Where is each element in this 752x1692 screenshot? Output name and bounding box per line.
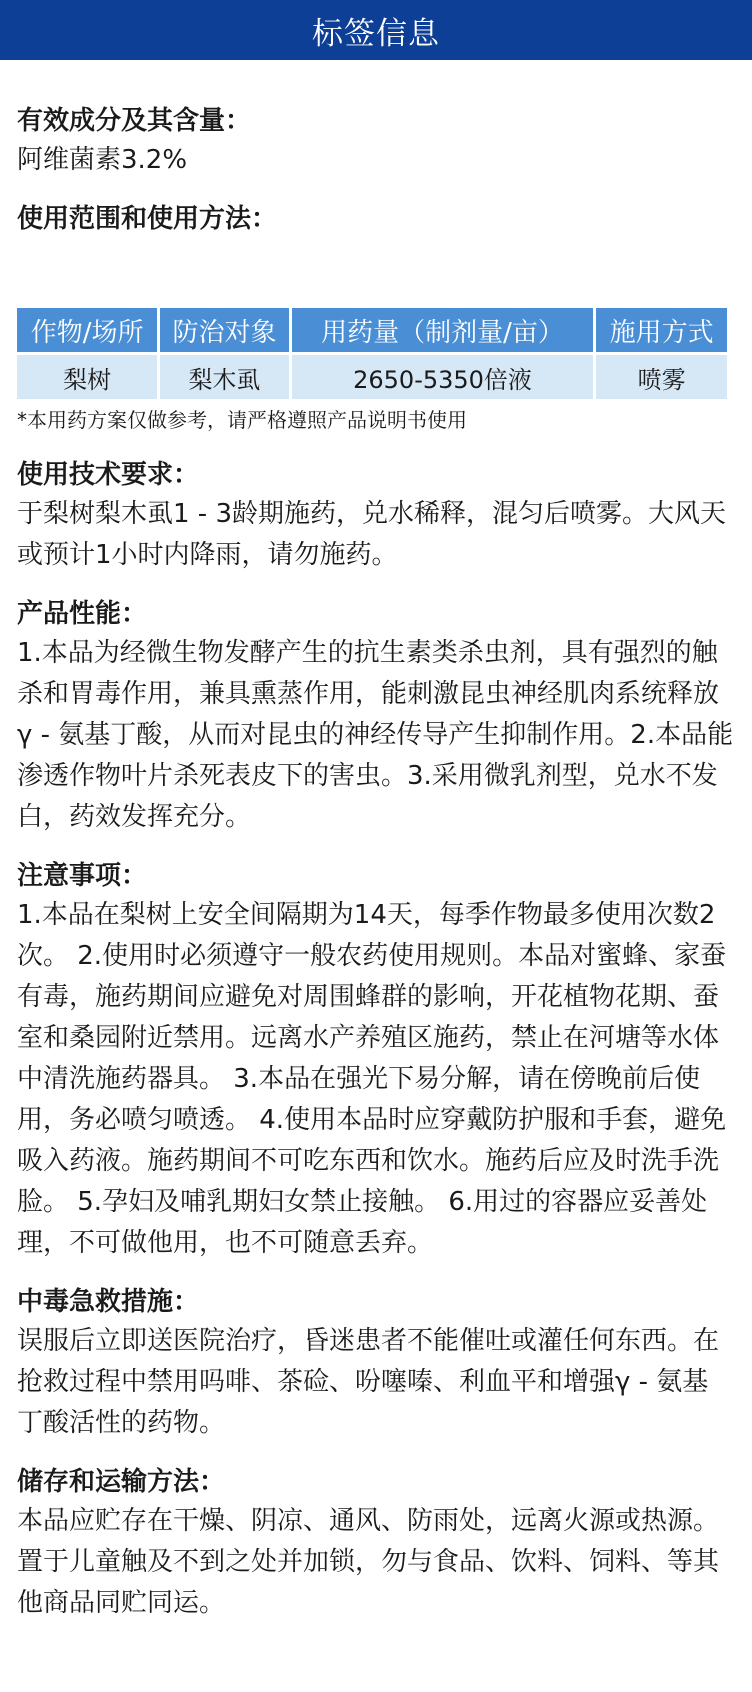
performance-text: 1.本品为经微生物发酵产生的抗生素类杀虫剂，具有强烈的触杀和胃毒作用，兼具熏蒸作用，能刺激昆虫神经肌肉系统释放γ - 氨基丁酸，从而对昆虫的神经传导产生抑制作用。2.本品能渗透作物叶片杀死表皮下的害虫。3.采用微乳剂型，兑水不发白，药效发挥充分。 [17, 638, 734, 832]
table-header-target: 防治对象 [160, 308, 289, 352]
scope-title: 使用范围和使用方法： [17, 204, 278, 234]
precautions-text: 1.本品在梨树上安全间隔期为14天，每季作物最多使用次数2次。 2.使用时必须遵守一般农药使用规则。本品对蜜蜂、家蚕有毒，施药期间应避免对周围蜂群的影响，开花植物花期、蚕室和桑园附近禁用。远离水产养殖区施药，禁止在河塘等水体中清洗施药器具。 3.本品在强光下易分解，请在傍晚前后使用，务必喷匀喷透。 4.使用本品时应穿戴防护服和手套，避免吸入药液。施药期间不可吃东西和饮水。施药后应及时洗手洗脸。 5.孕妇及哺乳期妇女禁止接触。 6.用过的容器应妥善处理，不可做他用，也不可随意丢弃。 [17, 900, 727, 1258]
first-aid-section [17, 1283, 734, 1444]
usage-table [14, 305, 730, 402]
storage-title: 储存和运输方法： [17, 1467, 226, 1497]
precautions-section [17, 857, 734, 1264]
table-header-method: 施用方式 [596, 308, 727, 352]
usage-table-wrap [17, 305, 734, 402]
table-header-crop: 作物/场所 [17, 308, 157, 352]
ingredient-section [17, 102, 734, 181]
table-cell-method: 喷雾 [596, 355, 727, 399]
table-row [17, 355, 727, 399]
page-header [0, 0, 752, 60]
table-header-dosage: 用药量（制剂量/亩） [292, 308, 594, 352]
label-content [0, 60, 752, 1624]
scope-section [17, 200, 734, 434]
first-aid-title: 中毒急救措施： [17, 1287, 200, 1317]
precautions-title: 注意事项： [17, 861, 148, 891]
technical-section [17, 456, 734, 576]
performance-title: 产品性能： [17, 599, 148, 629]
technical-title: 使用技术要求： [17, 460, 200, 490]
usage-table-header-row [17, 308, 727, 352]
table-cell-target: 梨木虱 [160, 355, 289, 399]
page-title: 标签信息 [312, 15, 440, 52]
ingredient-text: 阿维菌素3.2% [17, 145, 188, 175]
usage-table-note: *本用药方案仅做参考，请严格遵照产品说明书使用 [17, 408, 467, 432]
storage-section [17, 1463, 734, 1624]
technical-text: 于梨树梨木虱1 - 3龄期施药，兑水稀释，混匀后喷雾。大风天或预计1小时内降雨，请勿施药。 [17, 499, 726, 570]
first-aid-text: 误服后立即送医院治疗，昏迷患者不能催吐或灌任何东西。在抢救过程中禁用吗啡、茶硷、吩噻嗪、利血平和增强γ - 氨基丁酸活性的药物。 [17, 1326, 720, 1438]
table-cell-dosage: 2650-5350倍液 [292, 355, 594, 399]
performance-section [17, 595, 734, 838]
table-cell-crop: 梨树 [17, 355, 157, 399]
ingredient-title: 有效成分及其含量： [17, 106, 252, 136]
storage-text: 本品应贮存在干燥、阴凉、通风、防雨处，远离火源或热源。置于儿童触及不到之处并加锁，勿与食品、饮料、饲料、等其他商品同贮同运。 [17, 1506, 720, 1618]
